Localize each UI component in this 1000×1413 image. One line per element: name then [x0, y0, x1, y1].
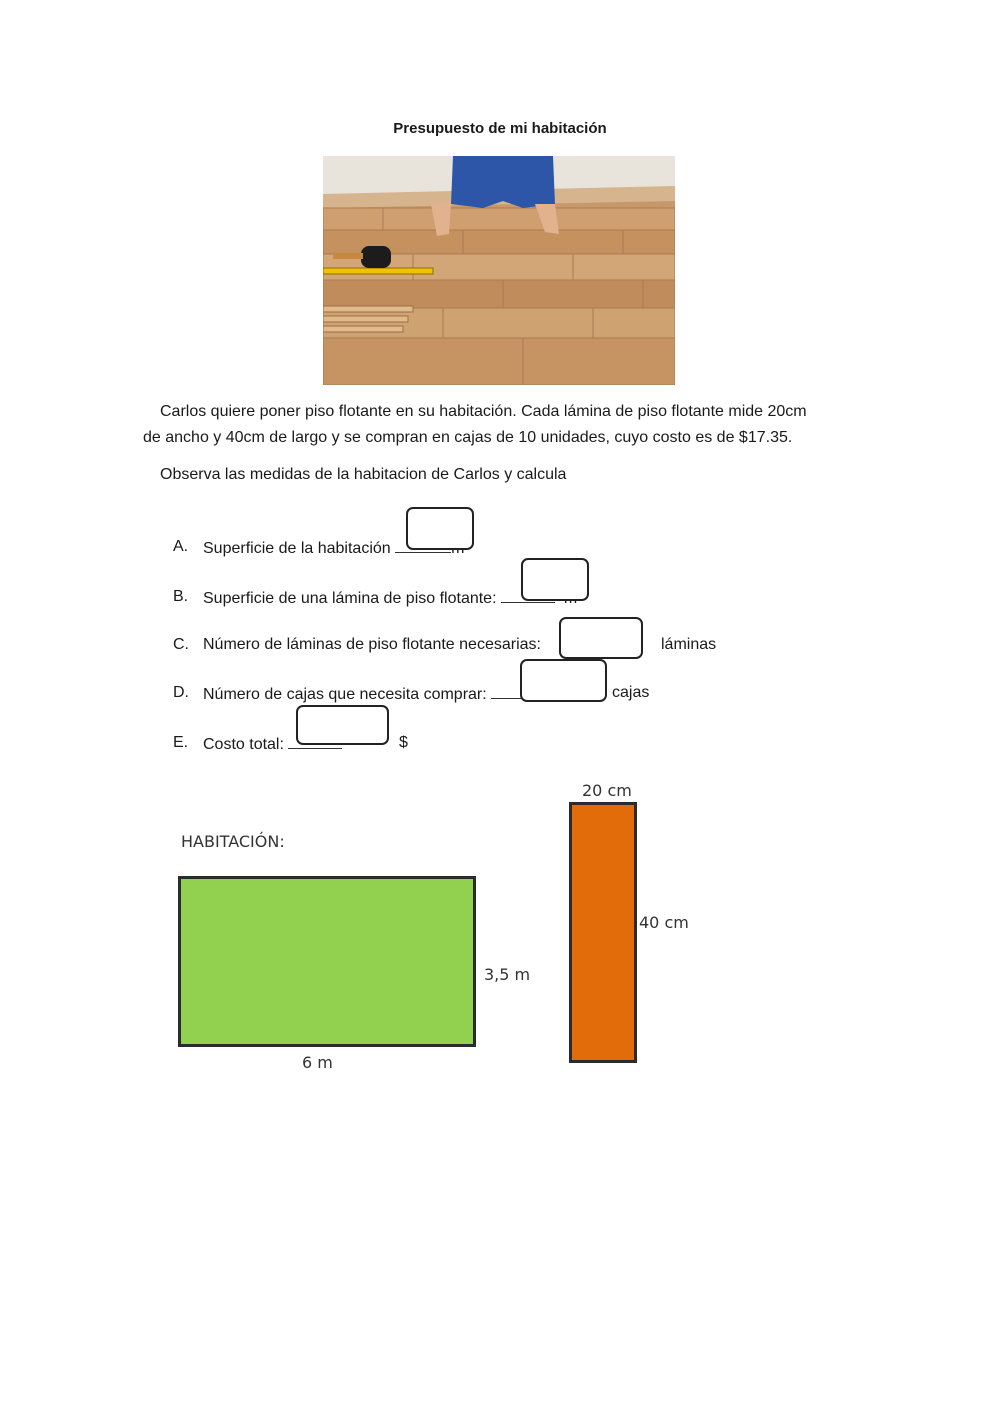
question-letter: A. [173, 538, 189, 555]
question-letter: B. [173, 588, 189, 605]
question-letter: E. [173, 734, 189, 751]
plank-width-label: 20 cm [582, 781, 632, 800]
page-title: Presupuesto de mi habitación [393, 120, 607, 137]
room-rectangle [178, 876, 476, 1047]
room-label: HABITACIÓN: [181, 832, 285, 851]
question-letter: C. [173, 636, 189, 653]
question-e-text: Costo total: [203, 736, 284, 753]
plank-length-label: 40 cm [639, 913, 689, 932]
question-a-text: Superficie de la habitación [203, 540, 391, 557]
question-text: Número de láminas de piso flotante necesarias: [203, 636, 541, 653]
question-a [173, 538, 573, 562]
room-width-label: 6 m [302, 1053, 333, 1072]
question-c [173, 636, 733, 660]
answer-box-b[interactable] [521, 558, 589, 601]
unit: $ [399, 734, 408, 751]
intro-line-1: Carlos quiere poner piso flotante en su habitación. Cada lámina de piso flotante mide 20cm [160, 403, 807, 420]
answer-box-a[interactable] [406, 507, 474, 550]
unit: láminas [661, 636, 717, 653]
floor-installation-photo [323, 156, 675, 385]
answer-box-e[interactable] [296, 705, 389, 745]
question-b-text: Superficie de una lámina de piso flotante: [203, 590, 497, 607]
question-text [203, 684, 563, 704]
question-letter: D. [173, 684, 189, 701]
room-height-label: 3,5 m [484, 965, 531, 984]
unit: cajas [612, 684, 650, 701]
answer-box-d[interactable] [520, 659, 607, 702]
plank-rectangle [569, 802, 637, 1063]
instruction: Observa las medidas de la habitacion de Carlos y calcula [160, 466, 567, 483]
question-d-text: Número de cajas que necesita comprar: [203, 686, 487, 703]
answer-box-c[interactable] [559, 617, 643, 659]
intro-line-2: de ancho y 40cm de largo y se compran en cajas de 10 unidades, cuyo costo es de $17.35. [143, 429, 793, 446]
